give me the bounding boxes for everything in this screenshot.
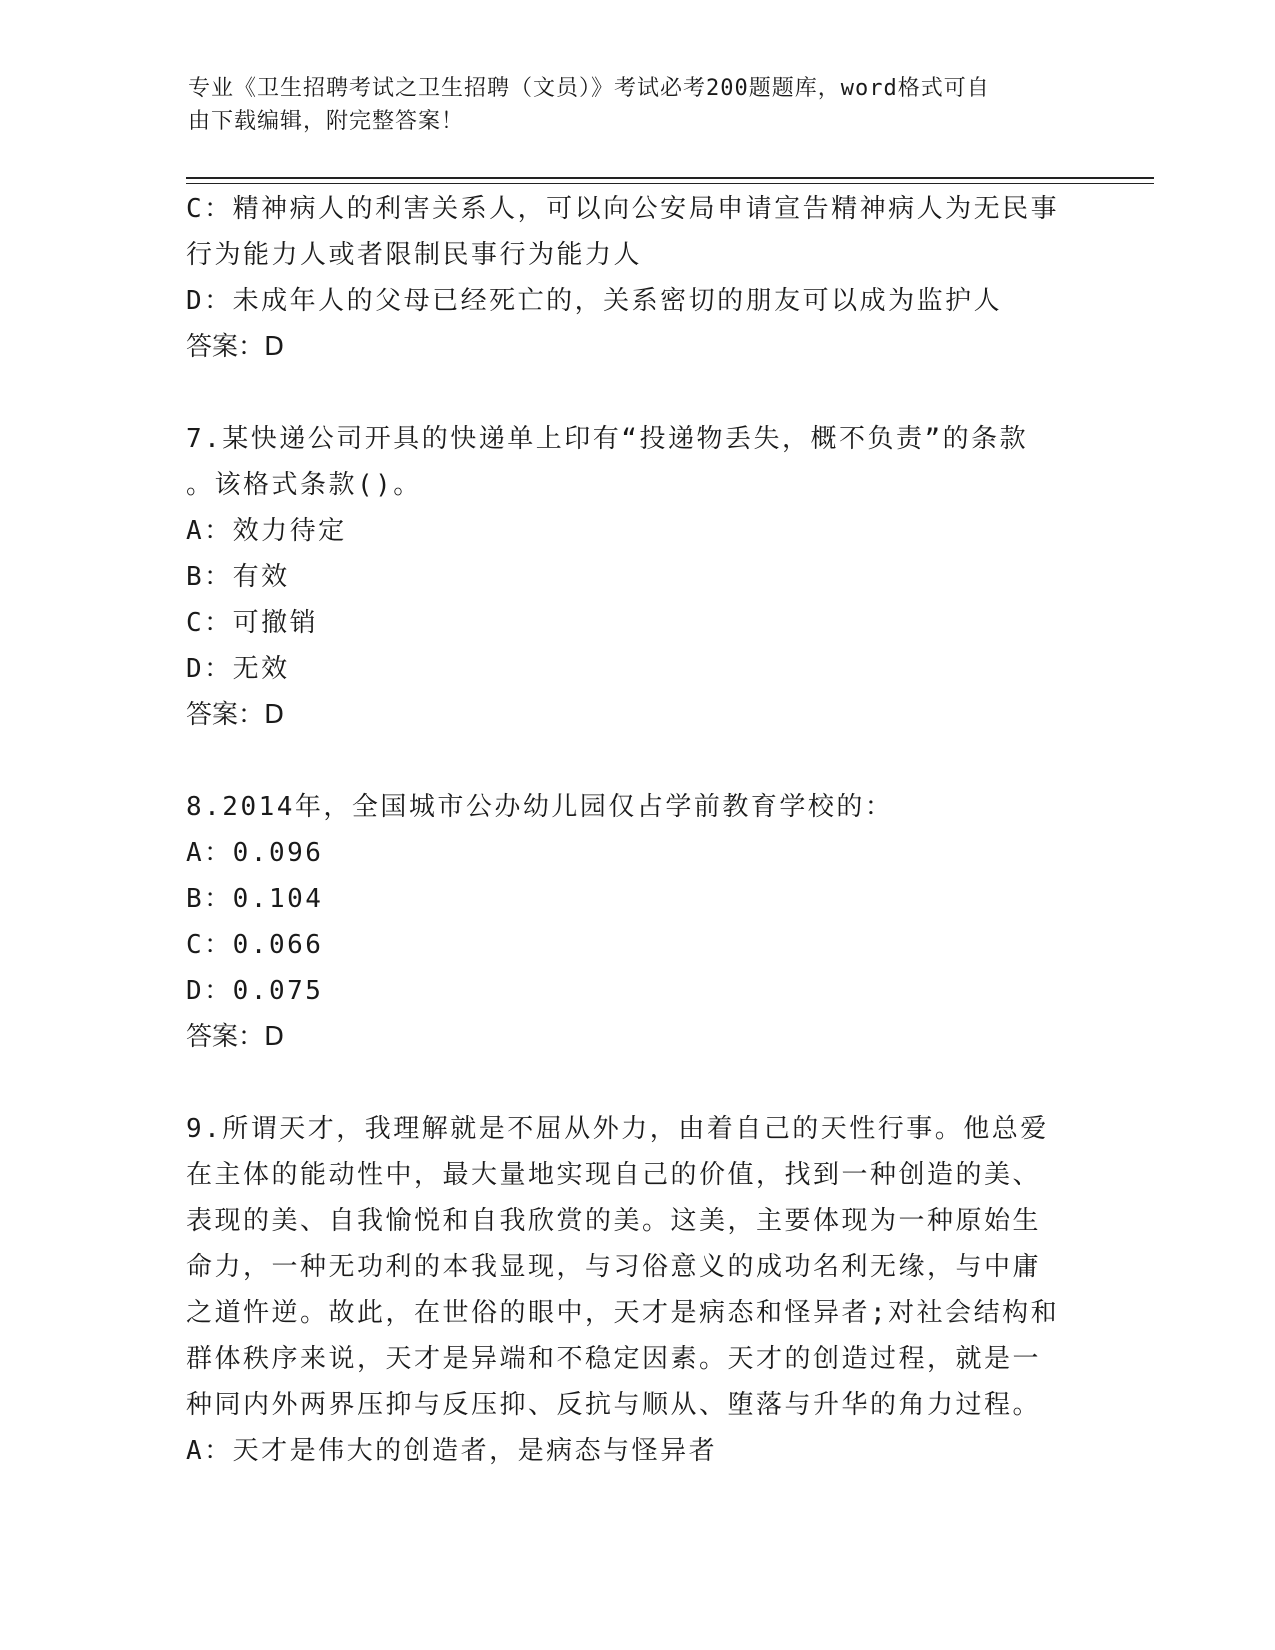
q9-stem-line-5: 之道忤逆。故此，在世俗的眼中，天才是病态和怪异者;对社会结构和 bbox=[186, 1298, 1060, 1328]
q6-option-c-line-1: C：精神病人的利害关系人，可以向公安局申请宣告精神病人为无民事 bbox=[186, 194, 1060, 224]
header-line-1: 专业《卫生招聘考试之卫生招聘（文员）》考试必考200题题库，word格式可自 bbox=[188, 76, 990, 101]
q8-stem: 8.2014年，全国城市公办幼儿园仅占学前教育学校的： bbox=[186, 792, 894, 822]
q7-option-b: B：有效 bbox=[186, 562, 290, 592]
question-6-block bbox=[186, 186, 1086, 370]
q8-option-c: C：0.066 bbox=[186, 930, 324, 960]
q7-option-c: C：可撤销 bbox=[186, 608, 319, 638]
q8-answer: 答案：D bbox=[186, 1022, 285, 1052]
q7-answer: 答案：D bbox=[186, 700, 285, 730]
question-content bbox=[186, 186, 1086, 1474]
question-7-block bbox=[186, 416, 1086, 738]
q8-option-a: A：0.096 bbox=[186, 838, 324, 868]
header-divider-thick bbox=[186, 177, 1154, 179]
q9-stem-line-4: 命力，一种无功利的本我显现，与习俗意义的成功名利无缘，与中庸 bbox=[186, 1252, 1042, 1282]
q8-option-b: B：0.104 bbox=[186, 884, 324, 914]
header-line-2: 由下载编辑，附完整答案！ bbox=[188, 109, 465, 134]
q6-answer: 答案：D bbox=[186, 332, 285, 362]
q9-stem-line-6: 群体秩序来说，天才是异端和不稳定因素。天才的创造过程，就是一 bbox=[186, 1344, 1042, 1374]
q6-option-d: D：未成年人的父母已经死亡的，关系密切的朋友可以成为监护人 bbox=[186, 286, 1003, 316]
q7-option-d: D：无效 bbox=[186, 654, 290, 684]
q7-stem-line-2: 。该格式条款()。 bbox=[186, 470, 422, 500]
q7-stem-line-1: 7.某快递公司开具的快递单上印有“投递物丢失，概不负责”的条款 bbox=[186, 424, 1029, 454]
q8-option-d: D：0.075 bbox=[186, 976, 324, 1006]
question-8-block bbox=[186, 784, 1086, 1060]
q9-stem-line-2: 在主体的能动性中，最大量地实现自己的价值，找到一种创造的美、 bbox=[186, 1160, 1042, 1190]
question-9-block bbox=[186, 1106, 1086, 1474]
q9-stem-line-3: 表现的美、自我愉悦和自我欣赏的美。这美，主要体现为一种原始生 bbox=[186, 1206, 1042, 1236]
q6-option-c-line-2: 行为能力人或者限制民事行为能力人 bbox=[186, 240, 643, 270]
document-header bbox=[188, 72, 1068, 138]
q7-option-a: A：效力待定 bbox=[186, 516, 347, 546]
q9-option-a: A：天才是伟大的创造者，是病态与怪异者 bbox=[186, 1436, 718, 1466]
q9-stem-line-1: 9.所谓天才，我理解就是不屈从外力，由着自己的天性行事。他总爱 bbox=[186, 1114, 1049, 1144]
q9-stem-line-7: 种同内外两界压抑与反压抑、反抗与顺从、堕落与升华的角力过程。 bbox=[186, 1390, 1042, 1420]
header-divider-thin bbox=[186, 183, 1154, 184]
